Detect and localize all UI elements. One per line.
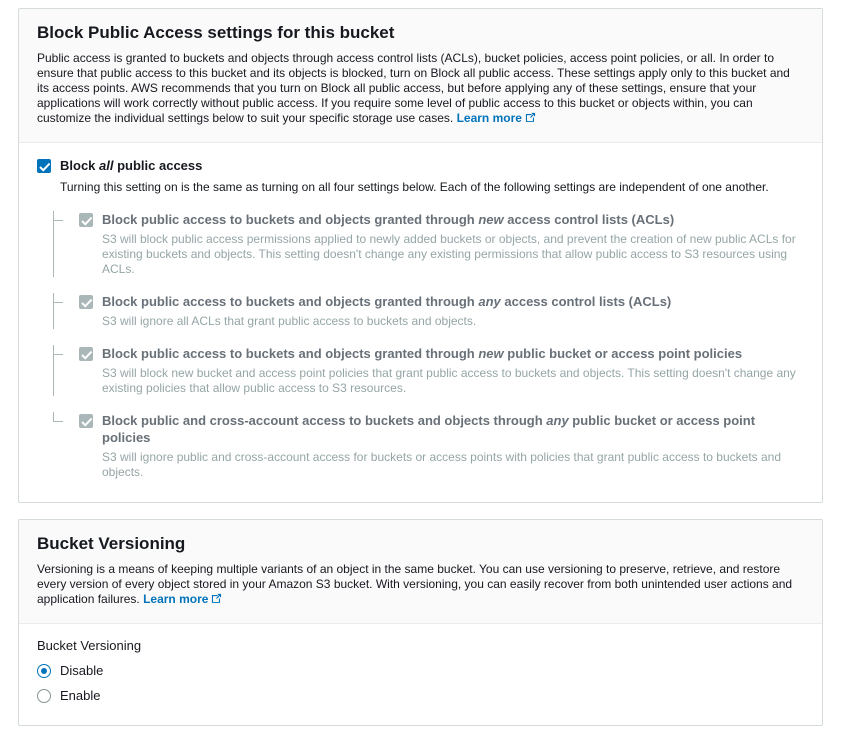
sub-label-emphasis: any <box>478 294 501 309</box>
sub-settings-list <box>53 211 804 480</box>
bucket-versioning-field-label: Bucket Versioning <box>37 638 142 653</box>
versioning-option-enable[interactable] <box>37 688 804 703</box>
sub-setting-row[interactable] <box>79 293 804 310</box>
sub-setting-row[interactable] <box>79 412 804 446</box>
sub-label-prefix: Block public and cross-account access to buckets and objects through <box>102 413 547 428</box>
learn-more-link-versioning[interactable]: Learn more <box>143 592 209 606</box>
sub-setting-any-policies <box>53 412 804 480</box>
sub-label-suffix: access control lists (ACLs) <box>503 212 675 227</box>
block-all-public-access-label <box>60 157 202 174</box>
tree-connector <box>53 345 71 396</box>
block-new-policies-checkbox[interactable] <box>79 347 93 361</box>
block-all-public-access-row[interactable] <box>37 157 804 174</box>
learn-more-link-bpa[interactable]: Learn more <box>456 111 522 125</box>
page-title: Block Public Access settings for this bucket <box>37 23 395 42</box>
tree-connector <box>53 293 71 329</box>
block-public-access-description <box>37 51 804 126</box>
sub-label-emphasis: new <box>478 212 504 227</box>
block-any-acls-description: S3 will ignore all ACLs that grant public access to buckets and objects. <box>102 314 477 328</box>
block-public-access-header <box>19 9 822 143</box>
bucket-versioning-card <box>18 519 823 726</box>
block-new-acls-label <box>102 211 674 228</box>
block-all-public-access-checkbox[interactable] <box>37 159 51 173</box>
radio-enable-label: Enable <box>60 688 101 703</box>
sub-setting-row[interactable] <box>79 345 804 362</box>
tree-connector <box>53 211 71 277</box>
sub-label-suffix: access control lists (ACLs) <box>500 294 672 309</box>
block-all-prefix: Block <box>60 158 100 173</box>
sub-setting-new-acls <box>53 211 804 277</box>
block-any-policies-description: S3 will ignore public and cross-account access for buckets or access points with policies that grant public access to buckets and objects. <box>102 450 782 479</box>
radio-enable[interactable] <box>37 689 51 703</box>
versioning-option-disable[interactable] <box>37 663 804 678</box>
sub-setting-row[interactable] <box>79 211 804 228</box>
block-any-policies-label <box>102 412 804 446</box>
bucket-versioning-header <box>19 520 822 624</box>
bucket-versioning-body <box>19 624 822 725</box>
block-public-access-card <box>18 8 823 503</box>
block-any-acls-label <box>102 293 671 310</box>
block-public-access-description-text: Public access is granted to buckets and objects through access control lists (ACLs), bucket policies, access point policies, or all. In order to ensure that public access to this bucket and its objects is blocked, turn on Block all public access. These settings apply only to this bucket and its access points. AWS recommends that you turn on Block all public access, but before applying any of these settings, ensure that your applications will work correctly without public access. If you require some level of public access to this bucket or objects within, you can customize the individual settings below to suit your specific storage use cases. <box>37 51 790 125</box>
radio-disable[interactable] <box>37 664 51 678</box>
block-all-suffix: public access <box>113 158 203 173</box>
bucket-versioning-description <box>37 562 804 607</box>
bucket-versioning-description-text: Versioning is a means of keeping multiple variants of an object in the same bucket. You can use versioning to preserve, retrieve, and restore every version of every object stored in your Amazon S3 bucket. With versioning, you can easily recover from both unintended user actions and application failures. <box>37 562 793 606</box>
radio-disable-label: Disable <box>60 663 104 678</box>
sub-label-prefix: Block public access to buckets and objects granted through <box>102 294 479 309</box>
block-new-policies-label <box>102 345 742 362</box>
sub-setting-new-policies <box>53 345 804 396</box>
sub-setting-any-acls <box>53 293 804 329</box>
block-all-public-access-description: Turning this setting on is the same as turning on all four settings below. Each of the following settings are independent of one another. <box>60 180 769 194</box>
tree-connector <box>53 412 71 480</box>
sub-label-prefix: Block public access to buckets and objects granted through <box>102 212 479 227</box>
sub-label-suffix: public bucket or access point policies <box>503 346 743 361</box>
block-new-acls-checkbox[interactable] <box>79 213 93 227</box>
block-new-policies-description: S3 will block new bucket and access point policies that grant public access to buckets and objects. This setting doesn't change any existing policies that allow public access to S3 resources. <box>102 366 796 395</box>
sub-label-emphasis: new <box>478 346 504 361</box>
block-public-access-body <box>19 143 822 502</box>
external-link-icon <box>211 593 222 604</box>
block-new-acls-description: S3 will block public access permissions applied to newly added buckets or objects, and prevent the creation of new public ACLs for existing buckets and objects. This setting doesn't change any existing permissions that allow public access to S3 resources using ACLs. <box>102 232 796 276</box>
sub-label-suffix: public bucket or access point policies <box>102 413 756 445</box>
external-link-icon <box>525 112 536 123</box>
bucket-versioning-title: Bucket Versioning <box>37 534 186 553</box>
block-any-policies-checkbox[interactable] <box>79 414 93 428</box>
sub-label-prefix: Block public access to buckets and objects granted through <box>102 346 479 361</box>
block-any-acls-checkbox[interactable] <box>79 295 93 309</box>
block-all-emphasis: all <box>99 158 114 173</box>
sub-label-emphasis: any <box>546 413 569 428</box>
